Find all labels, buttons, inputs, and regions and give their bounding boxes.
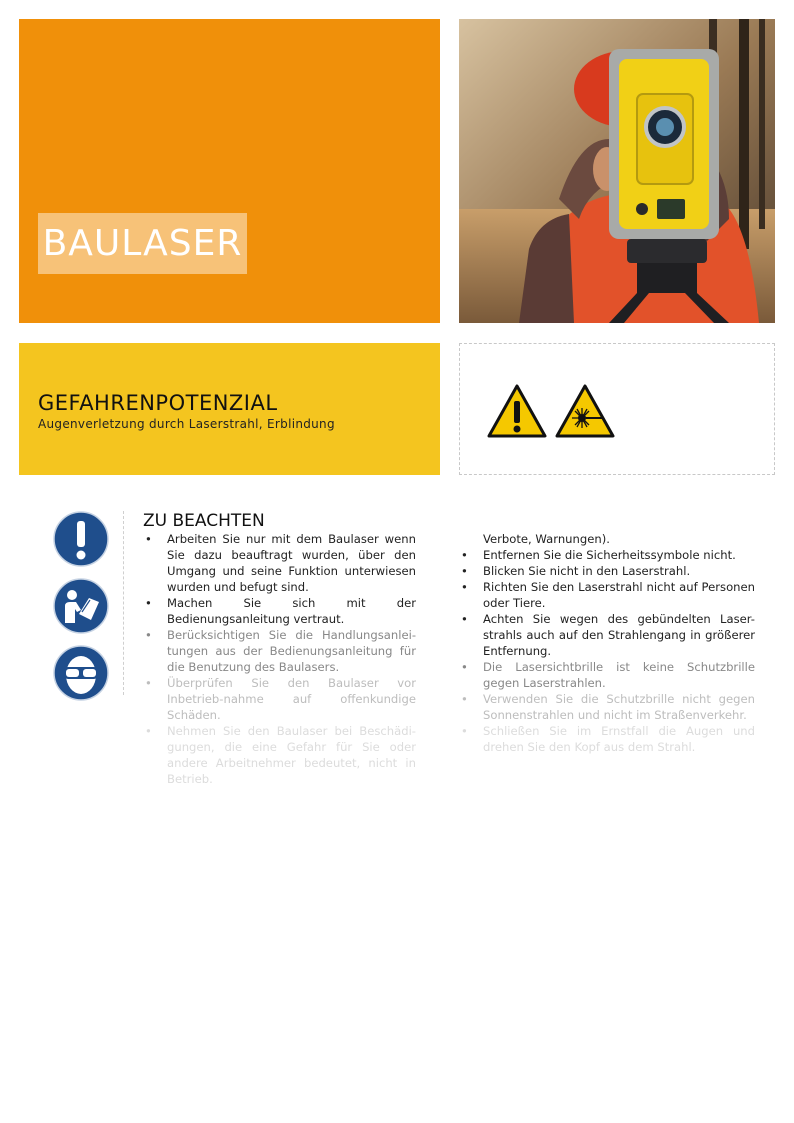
list-item: • Überprüfen Sie den Baulaser vor Inbetrieb-nahme auf offenkundige Schäden.	[143, 675, 416, 723]
title-plate	[38, 213, 247, 274]
list-item: • Verwenden Sie die Schutzbrille nicht gegen Sonnenstrahlen und nicht im Straßenverkehr.	[459, 691, 755, 723]
list-item: • Richten Sie den Laserstrahl nicht auf Personen oder Tiere.	[459, 579, 755, 611]
list-item: • Berücksichtigen Sie die Handlungsanlei-tungen aus der Bedienungsanleitung für die Benutzung des Baulasers.	[143, 627, 416, 675]
hazard-panel	[19, 343, 440, 475]
notes-column-1	[143, 531, 416, 787]
warning-signs-panel	[459, 343, 775, 475]
list-item: • Nehmen Sie den Baulaser bei Beschädi-gungen, die eine Gefahr für Sie oder andere Arbeitnehmer bedeutet, nicht in Betrieb.	[143, 723, 416, 787]
list-item-continuation: Verbote, Warnungen).	[483, 532, 610, 546]
mandatory-signs	[53, 511, 111, 712]
notes-column-2	[459, 531, 755, 755]
surveyor-photo	[459, 19, 775, 323]
hazard-heading: GEFAHRENPOTENZIAL	[38, 391, 278, 415]
list-item: • Schließen Sie im Ernstfall die Augen und drehen Sie den Kopf aus dem Strahl.	[459, 723, 755, 755]
title-panel	[19, 19, 440, 323]
hazard-subtitle: Augenverletzung durch Laserstrahl, Erblindung	[38, 417, 335, 431]
list-item: • Arbeiten Sie nur mit dem Baulaser wenn Sie dazu beauftragt wurden, über den Umgang und seine Funktion unterwiesen wurden und befugt sind.	[143, 531, 416, 595]
wear-goggles-mandatory-icon	[53, 645, 109, 701]
general-warning-icon	[487, 384, 547, 438]
divider	[123, 511, 124, 695]
list-item: • Die Lasersichtbrille ist keine Schutzbrille gegen Laserstrahlen.	[459, 659, 755, 691]
surveyor-photo-image	[459, 19, 775, 323]
page-title: BAULASER	[42, 223, 243, 264]
notes-heading: ZU BEACHTEN	[143, 511, 265, 531]
exclamation-mandatory-icon	[53, 511, 109, 567]
laser-beam-warning-icon	[555, 384, 615, 438]
list-item: • Machen Sie sich mit der Bedienungsanleitung vertraut.	[143, 595, 416, 627]
list-item: • Blicken Sie nicht in den Laserstrahl.	[459, 563, 755, 579]
list-item: • Achten Sie wegen des gebündelten Laser-strahls auch auf den Strahlengang in größerer Entfernung.	[459, 611, 755, 659]
read-manual-mandatory-icon	[53, 578, 109, 634]
list-item: • Entfernen Sie die Sicherheitssymbole nicht.	[459, 547, 755, 563]
